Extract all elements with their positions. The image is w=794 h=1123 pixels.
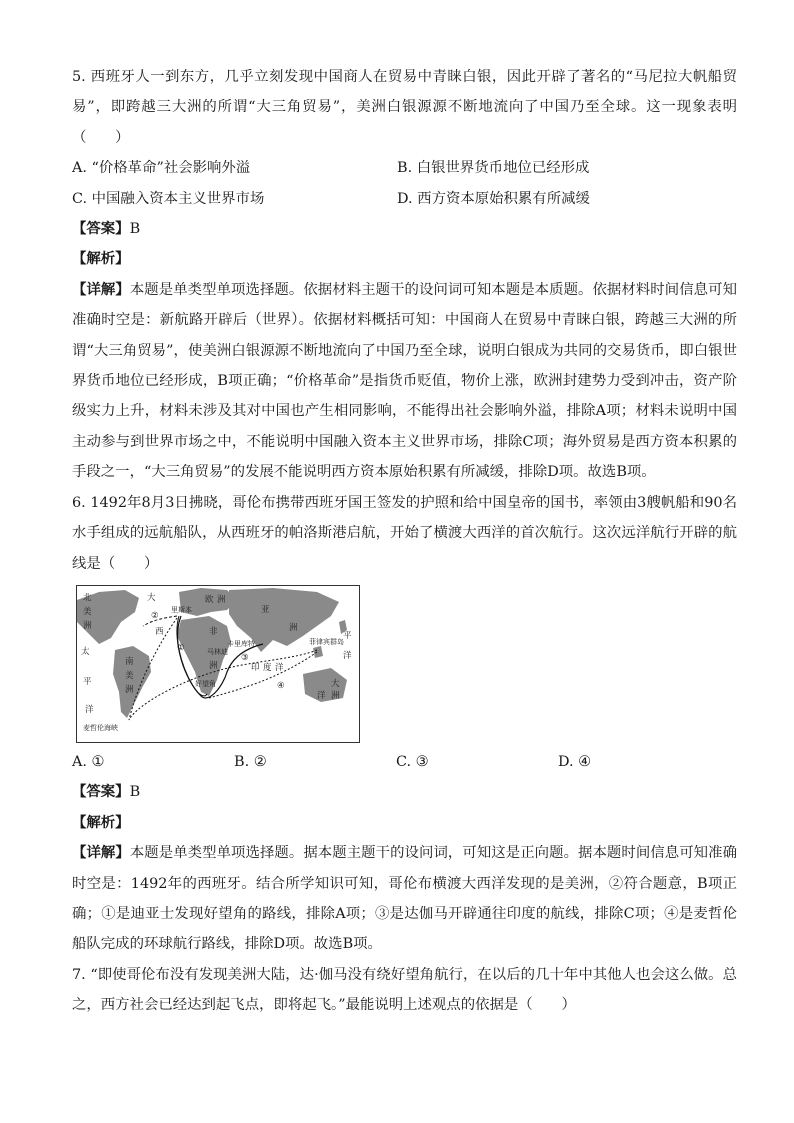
q5-analysis-tag: 【解析】 — [72, 250, 130, 268]
q6-answer: B — [129, 784, 141, 801]
route-marker-2: ② — [151, 610, 159, 621]
q6-stem: 6. 1492年8月3日拂晓，哥伦布携带西班牙国王签发的护照和给中国皇帝的国书，率领由3艘帆船和90名水手组成的远航船队，从西班牙的帕洛斯港启航，开始了横渡大西洋的首次航行。这次远洋航行开辟的航线是（ ） — [72, 494, 737, 572]
q6-detail — [72, 838, 737, 960]
map-label: 洲 — [331, 690, 340, 701]
q6-analysis-tag: 【解析】 — [72, 813, 130, 831]
q5-answer-line — [72, 214, 737, 244]
map-label: 洋 — [317, 690, 326, 701]
q6-detail-tag: 【详解】 — [72, 844, 130, 862]
q5-answer: B — [129, 221, 141, 238]
q6-options-row — [72, 747, 737, 777]
map-label: 平 — [343, 630, 352, 641]
q6-option-a: A. ① — [72, 753, 105, 770]
map-place-label: 卡里库特 — [227, 639, 255, 648]
route-marker-3: ③ — [241, 652, 249, 663]
map-place-label: 好望角 — [195, 679, 216, 688]
map-place-label: 里斯本 — [171, 605, 192, 614]
q5-stem: 5. 西班牙人一到东方，几乎立刻发现中国商人在贸易中青睐白银，因此开辟了著名的“马尼拉大帆船贸易”，即跨越三大洲的所谓“大三角贸易”，美洲白银源源不断地流向了中国乃至全球。这一现象表明（ ） — [72, 69, 737, 146]
map-label: 洋 — [275, 662, 284, 673]
map-label: 洋 — [343, 650, 352, 661]
map-label: 平 — [83, 676, 92, 687]
map-place-label: 菲律宾群岛 — [309, 637, 344, 646]
map-label: 洲 — [125, 684, 134, 695]
route-marker-4: ④ — [277, 680, 285, 691]
q5-options-row-1 — [72, 153, 737, 183]
map-label: 洲 — [83, 620, 92, 631]
map-label: 太 — [81, 646, 90, 657]
q6-option-b: B. ② — [234, 753, 267, 770]
q6-detail-text: 本题是单类型单项选择题。据本题主题干的设问词，可知这是正向题。据本题时间信息可知准确时空是：1492年的西班牙。结合所学知识可知，哥伦布横渡大西洋发现的是美洲，②符合题意，B项正确；①是迪亚士发现好望角的路线，排除A项；③是达伽马开辟通往印度的航线，排除C项；④是麦哲伦船队完成的环球航行路线，排除D项。故选B项。 — [72, 845, 737, 953]
q5-option-b: B. 白银世界货币地位已经形成 — [397, 160, 590, 177]
q5-option-a: A. “价格革命”社会影响外溢 — [72, 160, 251, 177]
q5-option-c: C. 中国融入资本主义世界市场 — [72, 190, 265, 207]
map-label: 亚 — [261, 604, 270, 615]
map-place-label: 马林迪 — [207, 647, 228, 656]
route-marker-1: ① — [177, 642, 185, 653]
document-page — [72, 62, 737, 1021]
route-map — [76, 585, 360, 743]
q5-detail-tag: 【详解】 — [72, 280, 130, 298]
map-label: 洲 — [217, 594, 226, 605]
map-label: 洋 — [85, 704, 94, 715]
q6-answer-line — [72, 777, 737, 807]
map-label: 大 — [147, 592, 156, 603]
q5-answer-tag: 【答案】 — [72, 220, 130, 238]
route-map-svg — [77, 586, 359, 742]
q6-option-d: D. ④ — [558, 753, 592, 770]
q5-option-d: D. 西方资本原始积累有所减缓 — [397, 190, 590, 207]
q7-stem: 7. “即使哥伦布没有发现美洲大陆，达·伽马没有绕好望角航行，在以后的几十年中其他人也会这么做。总之，西方社会已经达到起飞点，即将起飞。”最能说明上述观点的依据是（ ） — [72, 966, 737, 1014]
q6-option-c: C. ③ — [396, 753, 429, 770]
map-label: 美 — [83, 606, 92, 617]
map-label: 西 — [155, 626, 164, 637]
q6-answer-tag: 【答案】 — [72, 783, 130, 801]
map-label: 大 — [331, 678, 340, 689]
map-label: 欧 — [205, 594, 214, 605]
map-label: 度 — [263, 662, 272, 673]
map-label: 洲 — [209, 660, 218, 671]
map-label: 洲 — [289, 622, 298, 633]
q5-detail — [72, 275, 737, 488]
map-label: 南 — [125, 656, 134, 667]
map-label: 北 — [83, 592, 92, 603]
map-label: 印 — [251, 662, 260, 673]
map-label: 非 — [209, 626, 218, 637]
map-label: 美 — [125, 670, 134, 681]
q5-detail-text: 本题是单类型单项选择题。依据材料主题干的设问词可知本题是本质题。依据材料时间信息可知准确时空是：新航路开辟后（世界）。依据材料概括可知：中国商人在贸易中青睐白银，跨越三大洲的所谓“大三角贸易”，使美洲白银源源不断地流向了中国乃至全球，说明白银成为共同的交易货币，即白银世界货币地位已经形成，B项正确；“价格革命”是指货币贬值，物价上涨，欧洲封建势力受到冲击，资产阶级实力上升，材料未涉及其对中国也产生相同影响，不能得出社会影响外溢，排除A项；材料未说明中国主动参与到世界市场之中，不能说明中国融入资本主义世界市场，排除C项；海外贸易是西方资本积累的手段之一，“大三角贸易”的发展不能说明西方资本原始积累有所减缓，排除D项。故选B项。 — [72, 281, 737, 481]
q5-options-row-2 — [72, 184, 737, 214]
map-place-label: 麦哲伦海峡 — [83, 723, 118, 732]
